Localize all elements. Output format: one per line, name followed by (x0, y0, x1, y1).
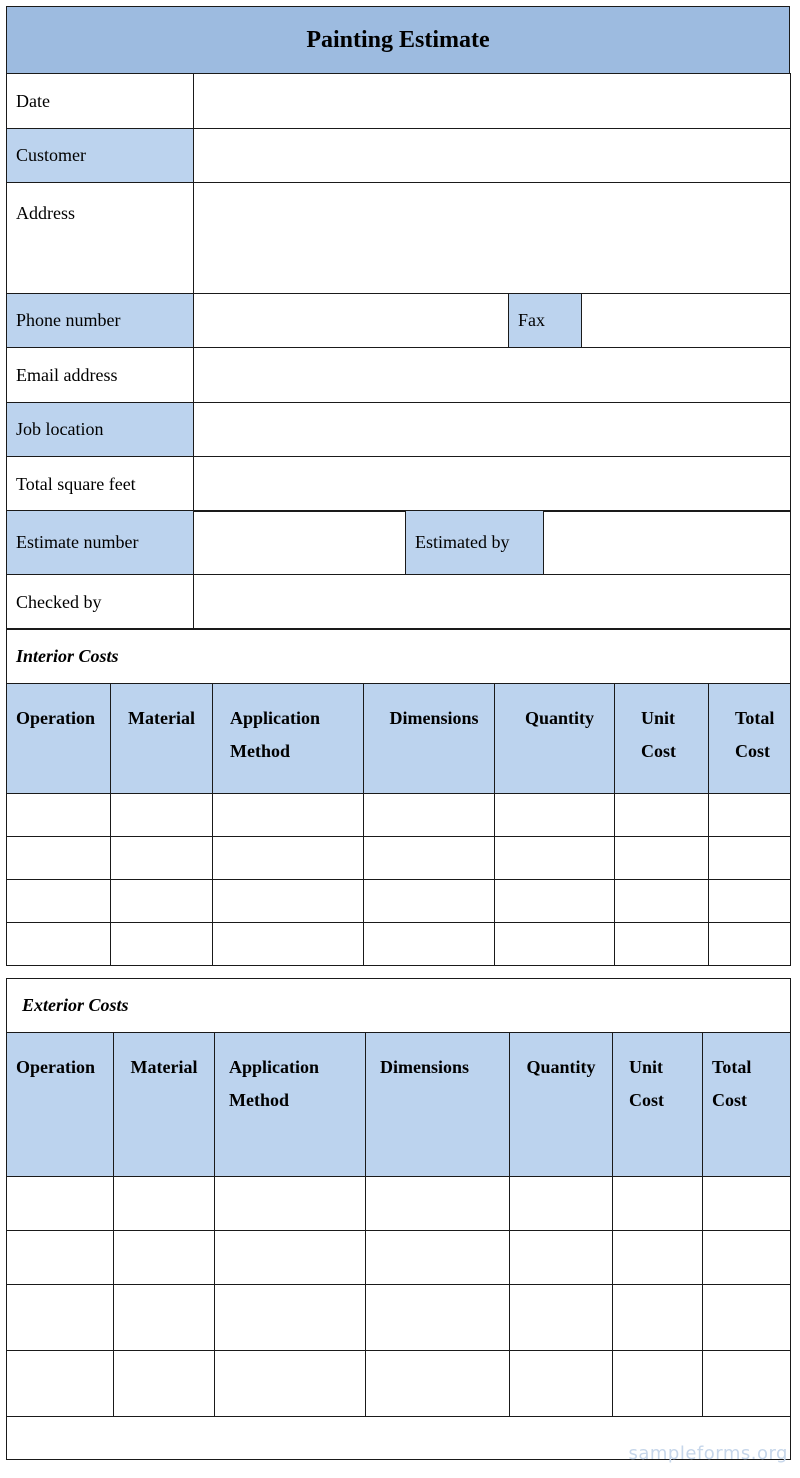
cell[interactable] (615, 923, 709, 966)
cell[interactable] (7, 1231, 114, 1285)
cell[interactable] (364, 923, 495, 966)
cell[interactable] (114, 1177, 215, 1231)
cell[interactable] (615, 794, 709, 837)
cell[interactable] (615, 880, 709, 923)
checked-by-label: Checked by (7, 575, 194, 630)
exterior-header-application-method: Application Method (215, 1033, 366, 1177)
phone-label: Phone number (7, 294, 194, 348)
form-title: Painting Estimate (6, 6, 790, 74)
cell[interactable] (111, 794, 213, 837)
cell[interactable] (615, 837, 709, 880)
cell[interactable] (703, 1177, 791, 1231)
cell[interactable] (7, 923, 111, 966)
cell[interactable] (366, 1351, 510, 1417)
exterior-header-total-cost: Total Cost (703, 1033, 791, 1177)
customer-label: Customer (7, 129, 194, 183)
address-label: Address (7, 183, 194, 294)
interior-header-dimensions: Dimensions (364, 684, 495, 794)
customer-input[interactable] (194, 129, 791, 183)
cell[interactable] (215, 1351, 366, 1417)
cell[interactable] (7, 1351, 114, 1417)
exterior-row (7, 1177, 791, 1231)
cell[interactable] (364, 880, 495, 923)
estimated-by-label: Estimated by (406, 511, 544, 575)
cell[interactable] (215, 1177, 366, 1231)
cell[interactable] (495, 923, 615, 966)
cell[interactable] (364, 794, 495, 837)
cell[interactable] (7, 1285, 114, 1351)
fax-input[interactable] (582, 294, 791, 348)
email-input[interactable] (194, 348, 791, 403)
cell[interactable] (709, 837, 791, 880)
cell[interactable] (703, 1231, 791, 1285)
cell[interactable] (213, 880, 364, 923)
exterior-row (7, 1285, 791, 1351)
exterior-header-operation: Operation (7, 1033, 114, 1177)
cell[interactable] (510, 1285, 613, 1351)
checked-by-input[interactable] (194, 575, 791, 630)
email-label: Email address (7, 348, 194, 403)
cell[interactable] (613, 1285, 703, 1351)
interior-row (7, 794, 791, 837)
cell[interactable] (364, 837, 495, 880)
cell[interactable] (366, 1285, 510, 1351)
cell[interactable] (213, 837, 364, 880)
cell[interactable] (510, 1231, 613, 1285)
watermark: sampleforms.org (628, 1443, 788, 1464)
fax-label: Fax (509, 294, 582, 348)
cell[interactable] (114, 1351, 215, 1417)
cell[interactable] (495, 794, 615, 837)
interior-header-operation: Operation (7, 684, 111, 794)
estimate-number-input[interactable] (194, 511, 406, 575)
job-location-input[interactable] (194, 403, 791, 457)
cell[interactable] (114, 1285, 215, 1351)
exterior-row (7, 1351, 791, 1417)
cell[interactable] (215, 1285, 366, 1351)
cell[interactable] (366, 1231, 510, 1285)
cell[interactable] (111, 837, 213, 880)
cell[interactable] (111, 923, 213, 966)
exterior-header-unit-cost: Unit Cost (613, 1033, 703, 1177)
phone-input[interactable] (194, 294, 509, 348)
cell[interactable] (510, 1177, 613, 1231)
interior-header-application-method: Application Method (213, 684, 364, 794)
total-sqft-label: Total square feet (7, 457, 194, 512)
interior-header-material: Material (111, 684, 213, 794)
cell[interactable] (703, 1351, 791, 1417)
estimate-info-table (6, 510, 791, 630)
cell[interactable] (613, 1231, 703, 1285)
cell[interactable] (213, 794, 364, 837)
address-input[interactable] (194, 183, 791, 294)
cell[interactable] (495, 880, 615, 923)
date-input[interactable] (194, 74, 791, 129)
exterior-costs-title: Exterior Costs (7, 979, 791, 1033)
cell[interactable] (510, 1351, 613, 1417)
interior-costs-table (6, 628, 791, 966)
interior-costs-title: Interior Costs (7, 629, 791, 684)
cell[interactable] (215, 1231, 366, 1285)
interior-header-unit-cost: Unit Cost (615, 684, 709, 794)
cell[interactable] (709, 794, 791, 837)
exterior-costs-table (6, 978, 791, 1460)
interior-row (7, 837, 791, 880)
cell[interactable] (7, 794, 111, 837)
cell[interactable] (709, 923, 791, 966)
total-sqft-input[interactable] (194, 457, 791, 512)
exterior-header-material: Material (114, 1033, 215, 1177)
interior-row (7, 923, 791, 966)
interior-header-total-cost: Total Cost (709, 684, 791, 794)
interior-row (7, 880, 791, 923)
job-location-label: Job location (7, 403, 194, 457)
cell[interactable] (613, 1177, 703, 1231)
exterior-row (7, 1231, 791, 1285)
cell[interactable] (7, 1177, 114, 1231)
exterior-header-dimensions: Dimensions (366, 1033, 510, 1177)
estimated-by-input[interactable] (544, 511, 791, 575)
cell[interactable] (111, 880, 213, 923)
date-label: Date (7, 74, 194, 129)
cell[interactable] (703, 1285, 791, 1351)
interior-header-quantity: Quantity (495, 684, 615, 794)
customer-info-table (6, 73, 791, 512)
cell[interactable] (213, 923, 364, 966)
cell[interactable] (613, 1351, 703, 1417)
cell[interactable] (495, 837, 615, 880)
cell[interactable] (709, 880, 791, 923)
cell[interactable] (114, 1231, 215, 1285)
cell[interactable] (7, 880, 111, 923)
cell[interactable] (366, 1177, 510, 1231)
estimate-number-label: Estimate number (7, 511, 194, 575)
exterior-header-quantity: Quantity (510, 1033, 613, 1177)
cell[interactable] (7, 837, 111, 880)
